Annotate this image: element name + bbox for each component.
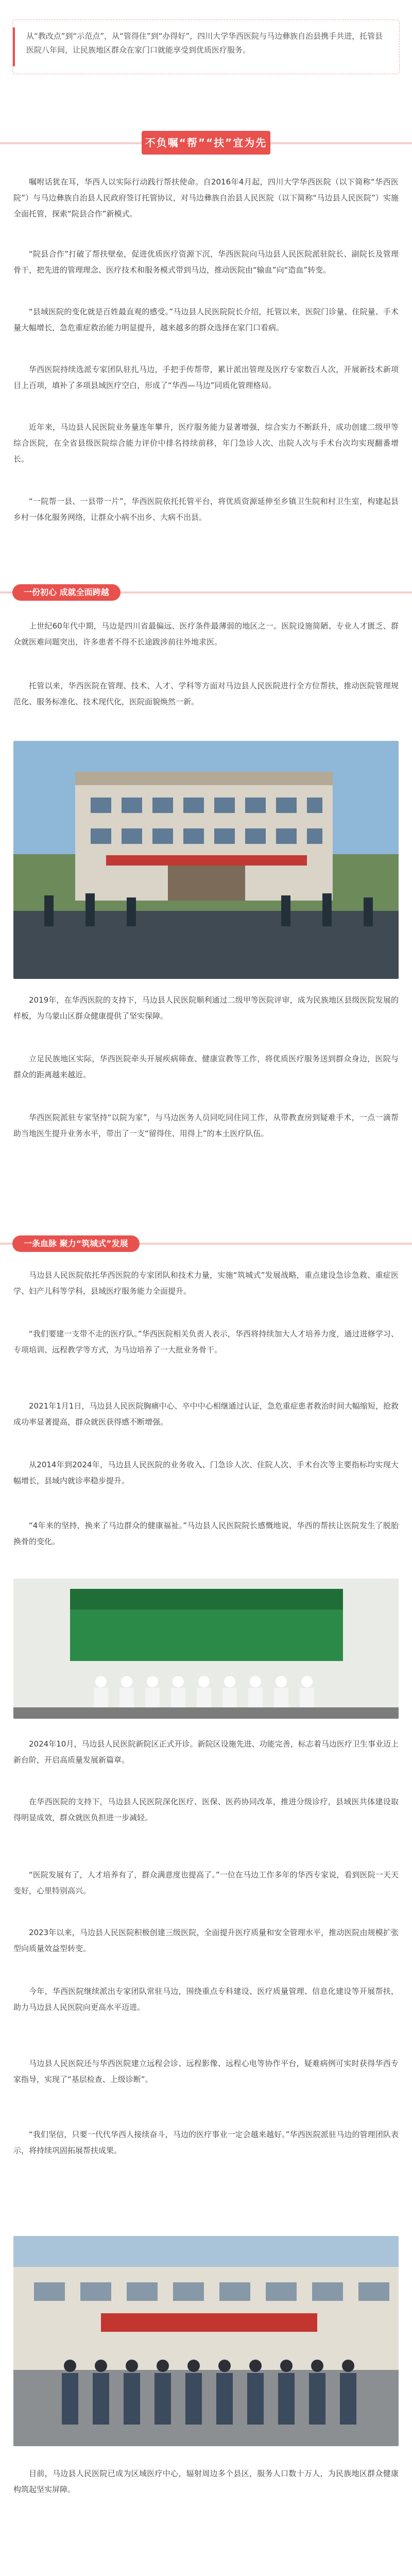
intro-accent-bar bbox=[13, 27, 15, 66]
paragraph: 2023年以来，马边县人民医院积极创建三级医院，全面提升医疗质量和安全管理水平，推动医院由规模扩张型向质量效益型转变。 bbox=[13, 1928, 399, 1953]
paragraph: 近年来，马边县人民医院业务量连年攀升，医疗服务能力显著增强，综合实力不断跃升，成功创建二级甲等综合医院，在全省县级医院综合能力评价中排名持续前移，年门急诊人次、出院人次与手术台次均实现翻番增长。 bbox=[13, 422, 399, 464]
paragraph: 马边县人民医院还与华西医院建立远程会诊、远程影像、远程心电等协作平台，疑难病例可实时获得华西专家指导，实现了“基层检查、上级诊断”。 bbox=[13, 2059, 399, 2084]
section-heading-main bbox=[0, 120, 412, 167]
paragraph: 上世纪60年代中期，马边是四川省最偏远、医疗条件最薄弱的地区之一。医院设施简陋、专业人才匮乏、群众就医难问题突出，许多患者不得不长途跋涉前往外地求医。 bbox=[13, 621, 399, 647]
paragraph: 华西医院派驻专家坚持“以院为家”，与马边医务人员同吃同住同工作，从带教查房到疑难手术，一点一滴帮助当地医生提升业务水平，带出了一支“留得住、用得上”的本土医疗队伍。 bbox=[13, 1113, 399, 1138]
paragraph: 托管以来，华西医院在管理、技术、人才、学科等方面对马边县人民医院进行全方位帮扶，推动医院管理规范化、服务标准化、技术现代化，医院面貌焕然一新。 bbox=[13, 681, 399, 706]
paragraph: 2021年1月1日，马边县人民医院胸痛中心、卒中中心相继通过认证，急危重症患者救治时间大幅缩短，抢救成功率显著提高，群众就医获得感不断增强。 bbox=[13, 1401, 399, 1427]
paragraph: 立足民族地区实际，华西医院牵头开展疾病筛查、健康宣教等工作，将优质医疗服务送到群众身边，医院与群众的距离越来越近。 bbox=[13, 1054, 399, 1079]
paragraph: 马边县人民医院依托华西医院的专家团队和技术力量，实施“筑城式”发展战略，重点建设急诊急救、重症医学、妇产儿科等学科，县域医疗服务能力全面提升。 bbox=[13, 1270, 399, 1296]
paragraph: “我们坚信，只要一代代华西人接续奋斗，马边的医疗事业一定会越来越好。”华西医院派驻马边的管理团队表示，将持续巩固拓展帮扶成果。 bbox=[13, 2130, 399, 2155]
section-heading-3 bbox=[0, 1228, 412, 1259]
paragraph: “院县合作”打破了帮扶壁垒，促进优质医疗资源下沉，华西医院向马边县人民医院派驻院长、副院长及管理骨干，把先进的管理理念、医疗技术和服务模式带到马边，推动医院由“输血”向“造血”转变。 bbox=[13, 249, 399, 275]
intro-box bbox=[12, 20, 400, 74]
paragraph: 在华西医院的支持下，马边县人民医院深化医疗、医保、医药协同改革，推进分级诊疗，县域医共体建设取得明显成效，群众就医负担进一步减轻。 bbox=[13, 1797, 399, 1822]
paragraph: 嘱咐话犹在耳，华西人以实际行动践行帮扶使命。自2016年4月起，四川大学华西医院（以下简称“华西医院”）与马边彝族自治县人民政府签订托管协议，对马边彝族自治县人民医院（以下简称“马边县人民医院”）实施全面托管，探索“院县合作”新模式。 bbox=[13, 177, 399, 218]
paragraph: “医院发展有了，人才培养有了，群众满意度也提高了。”一位在马边工作多年的华西专家说，看到医院一天天变好，心里特别高兴。 bbox=[13, 1870, 399, 1895]
photo-group bbox=[13, 2236, 399, 2446]
section-heading-2 bbox=[0, 577, 412, 608]
section-title: 一份初心 成就全面跨越 bbox=[12, 584, 121, 601]
photo-ceremony bbox=[13, 1579, 399, 1719]
paragraph: “4年来的坚持，换来了马边群众的健康福祉。”马边县人民医院院长感慨地说，华西的帮扶让医院发生了脱胎换骨的变化。 bbox=[13, 1521, 399, 1546]
photo-hospital-building bbox=[13, 741, 399, 979]
paragraph: 从2014年到2024年，马边县人民医院的业务收入、门急诊人次、住院人次、手术台次等主要指标均实现大幅增长，县域内就诊率稳步提升。 bbox=[13, 1460, 399, 1485]
paragraph: “我们要建一支带不走的医疗队。”华西医院相关负责人表示，华西将持续加大人才培养力度，通过进修学习、专项培训、远程教学等方式，为马边培养了一大批业务骨干。 bbox=[13, 1329, 399, 1354]
paragraph: 目前，马边县人民医院已成为区域医疗中心，辐射周边多个县区，服务人口数十万人，为民族地区群众健康构筑起坚实屏障。 bbox=[13, 2469, 399, 2494]
section-title: 不负嘱“帮”“扶”宜为先 bbox=[142, 131, 270, 155]
paragraph: 2019年，在华西医院的支持下，马边县人民医院顺利通过二级甲等医院评审，成为民族地区县级医院发展的样板，为乌蒙山区群众健康提供了坚实保障。 bbox=[13, 995, 399, 1021]
paragraph: “一院帮一县、一县带一片”，华西医院依托托管平台，将优质资源延伸至乡镇卫生院和村卫生室，构建起县乡村一体化服务网络，让群众小病不出乡、大病不出县。 bbox=[13, 497, 399, 522]
paragraph: “县域医院的变化就是百姓最直观的感受。”马边县人民医院院长介绍，托管以来，医院门诊量、住院量、手术量大幅增长，急危重症救治能力明显提升，越来越多的群众选择在家门口看病。 bbox=[13, 307, 399, 332]
paragraph: 华西医院持续选派专家团队驻扎马边，手把手传帮带，累计派出管理及医疗专家数百人次，开展新技术新项目上百项，填补了多项县域医疗空白，形成了“华西—马边”同质化管理格局。 bbox=[13, 365, 399, 390]
paragraph: 今年，华西医院继续派出专家团队常驻马边，围绕重点专科建设、医疗质量管理、信息化建设等开展帮扶，助力马边县人民医院向更高水平迈进。 bbox=[13, 1987, 399, 2012]
section-title: 一条血脉 聚力“筑城式”发展 bbox=[12, 1235, 140, 1252]
intro-text: 从“教改点”到“示范点”，从“管得住”到“办得好”，四川大学华西医院与马边彝族自治县携手共进，托管县医院八年间，让民族地区群众在家门口就能享受到优质医疗服务。 bbox=[26, 31, 383, 55]
paragraph: 2024年10月，马边县人民医院新院区正式开诊。新院区设施先进、功能完善，标志着马边医疗卫生事业迈上新台阶，开启高质量发展新篇章。 bbox=[13, 1739, 399, 1765]
